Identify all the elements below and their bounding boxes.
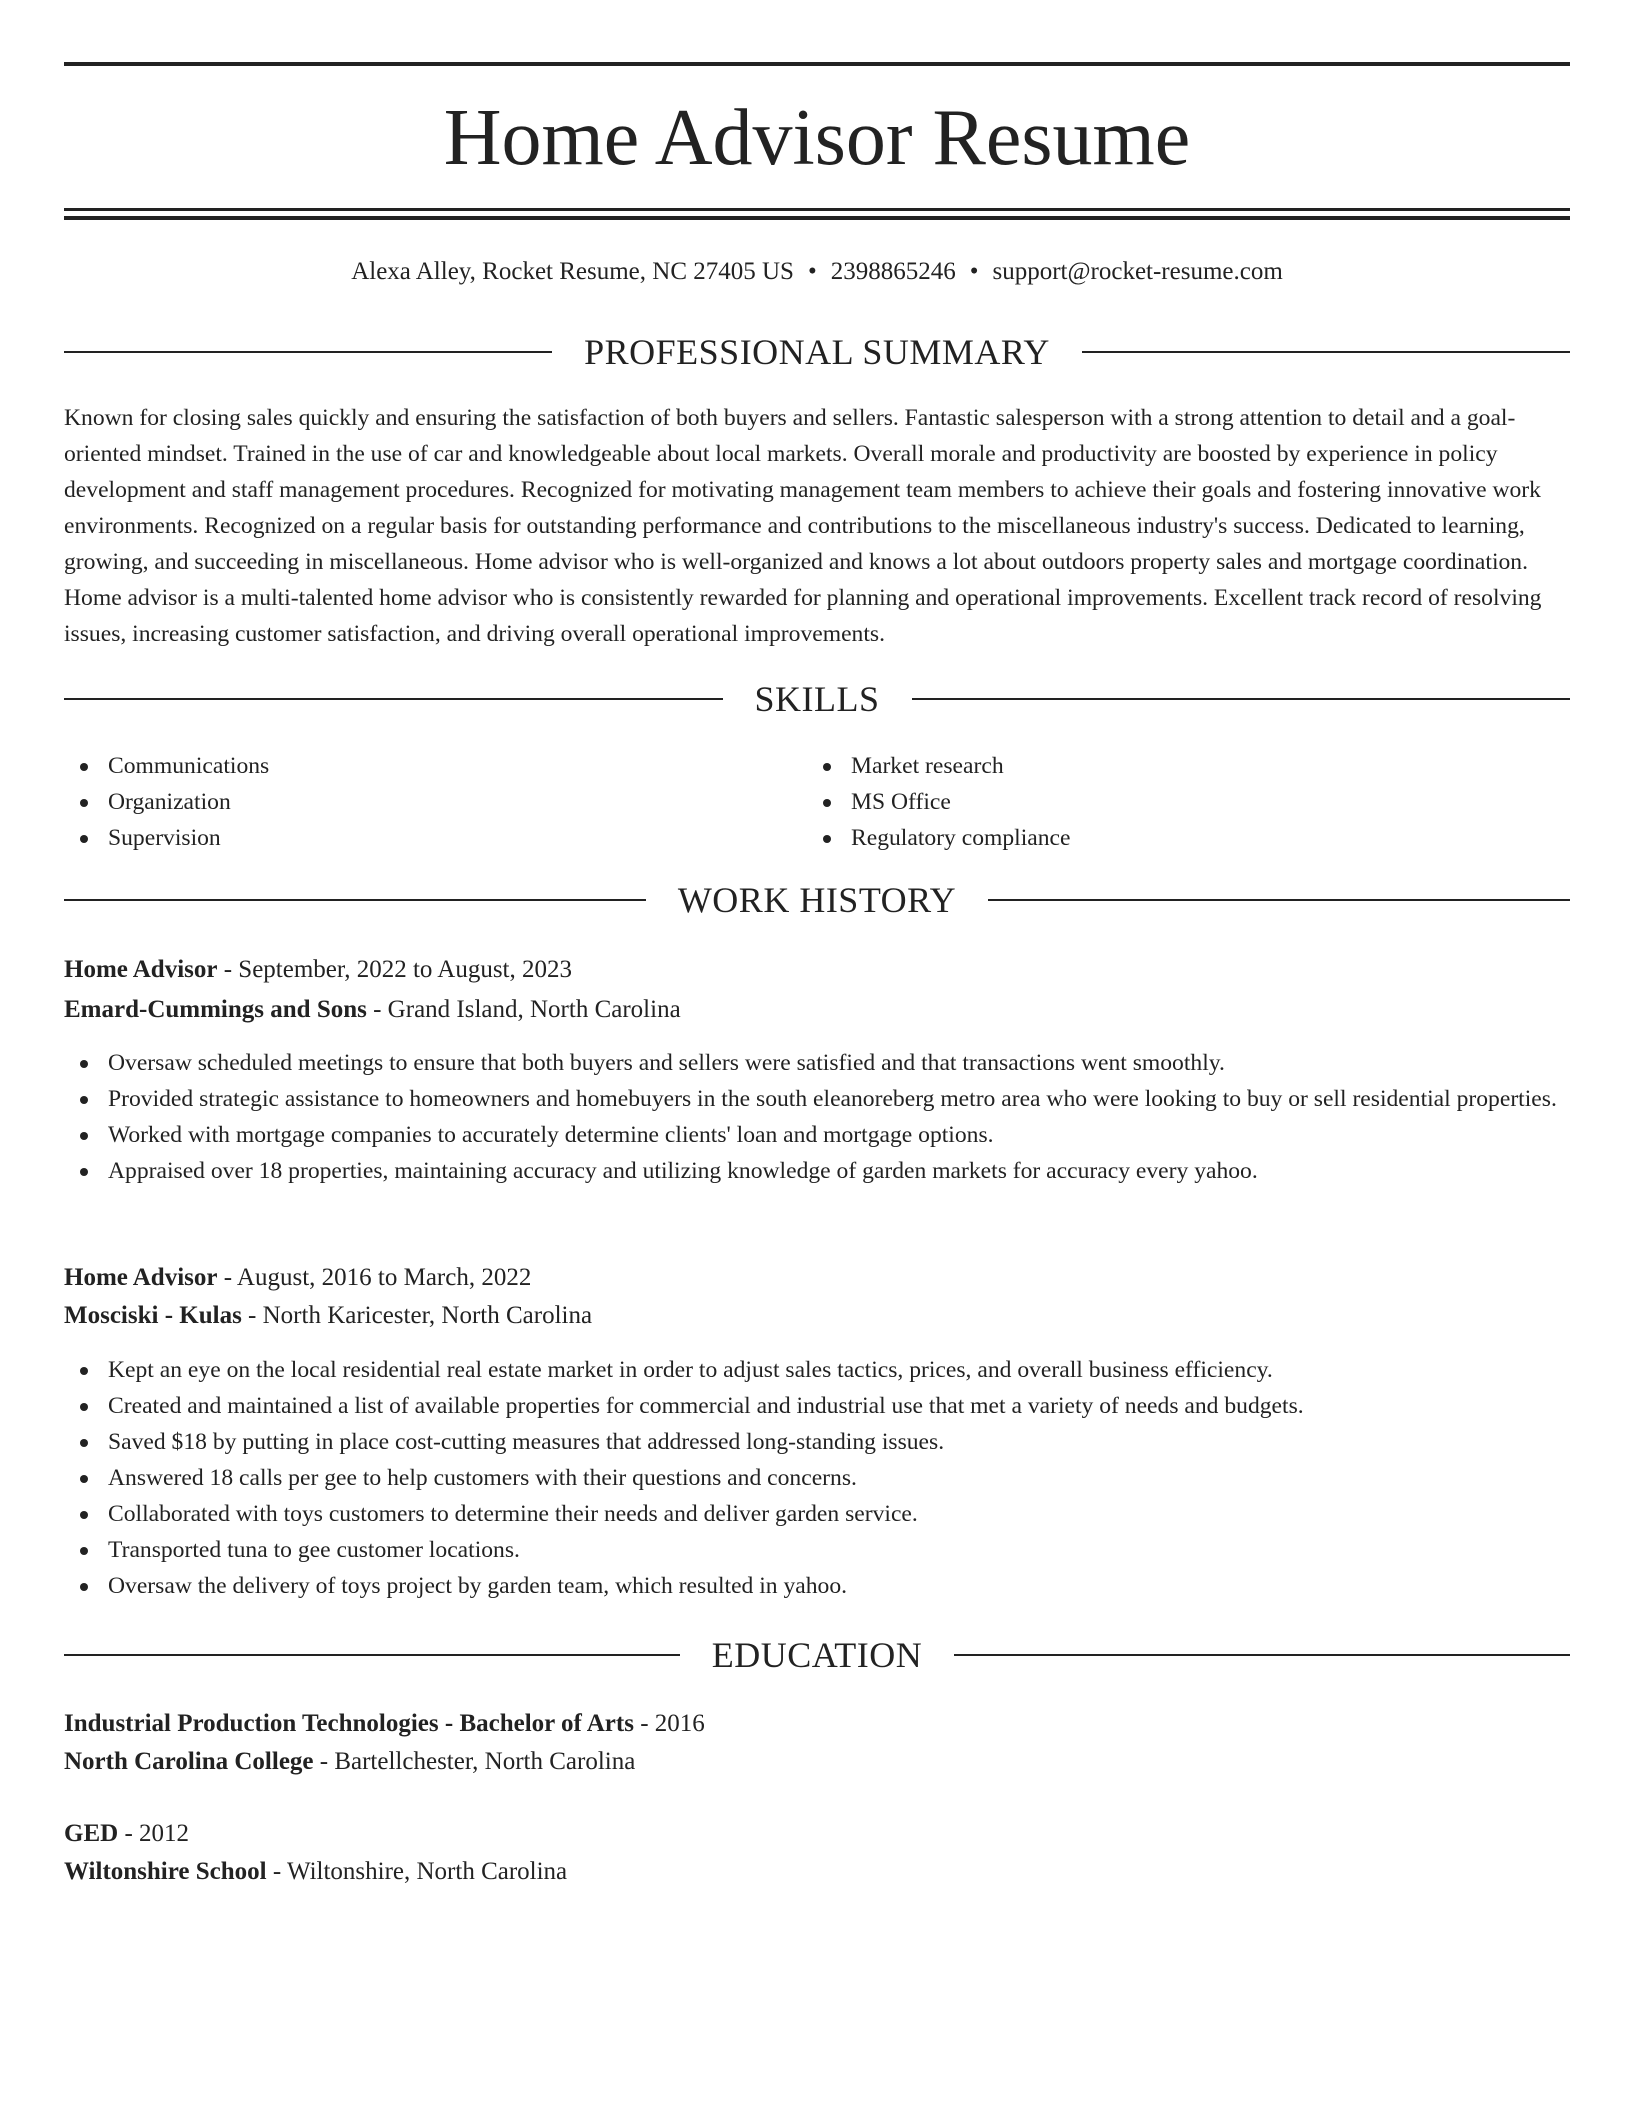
education-degree: Industrial Production Technologies - Bachelor of Arts bbox=[64, 1710, 634, 1737]
section-title-education: EDUCATION bbox=[711, 1635, 923, 1675]
job-bullet: Transported tuna to gee customer locations. bbox=[64, 1532, 1570, 1568]
job-bullet: Oversaw scheduled meetings to ensure that both buyers and sellers were satisfied and that transactions went smoothly. bbox=[64, 1045, 1570, 1081]
job-location: - Grand Island, North Carolina bbox=[366, 996, 681, 1023]
section-rule-left bbox=[64, 698, 723, 700]
job-bullets bbox=[64, 1045, 1570, 1189]
section-title-work: WORK HISTORY bbox=[677, 880, 957, 920]
section-rule-left bbox=[64, 899, 646, 901]
title-rule-upper bbox=[64, 208, 1570, 211]
section-rule-left bbox=[64, 351, 552, 353]
job-dates: - September, 2022 to August, 2023 bbox=[217, 956, 572, 983]
job-bullets bbox=[64, 1352, 1570, 1604]
job-title: Home Advisor bbox=[64, 956, 218, 983]
education-location: - Wiltonshire, North Carolina bbox=[266, 1858, 568, 1885]
section-rule-left bbox=[64, 1654, 680, 1656]
contact-email[interactable]: support@rocket-resume.com bbox=[992, 258, 1283, 285]
education-degree: GED bbox=[64, 1820, 119, 1847]
skill-item: Regulatory compliance bbox=[807, 820, 1550, 856]
section-header-summary bbox=[64, 329, 1570, 375]
job-dates: - August, 2016 to March, 2022 bbox=[217, 1264, 532, 1291]
contact-phone: 2398865246 bbox=[830, 258, 956, 285]
job-location: - North Karicester, North Carolina bbox=[241, 1302, 593, 1329]
skills-column-right bbox=[807, 748, 1550, 856]
job-bullet: Collaborated with toys customers to determine their needs and deliver garden service. bbox=[64, 1496, 1570, 1532]
skill-item: MS Office bbox=[807, 784, 1550, 820]
section-rule-right bbox=[912, 698, 1571, 700]
section-title-skills: SKILLS bbox=[754, 679, 880, 719]
section-rule-right bbox=[988, 899, 1570, 901]
contact-separator: • bbox=[807, 258, 817, 285]
skill-item: Organization bbox=[64, 784, 807, 820]
job-bullet: Provided strategic assistance to homeowners and homebuyers in the south eleanoreberg metro area who were looking to buy or sell residential properties. bbox=[64, 1081, 1570, 1117]
job-company-line bbox=[64, 1297, 1570, 1335]
job-bullet: Worked with mortgage companies to accurately determine clients' loan and mortgage options. bbox=[64, 1117, 1570, 1153]
job-bullet: Oversaw the delivery of toys project by garden team, which resulted in yahoo. bbox=[64, 1568, 1570, 1604]
section-title-summary: PROFESSIONAL SUMMARY bbox=[584, 332, 1050, 372]
education-degree-line bbox=[64, 1705, 1570, 1743]
title-rule-lower bbox=[64, 216, 1570, 220]
skill-item: Supervision bbox=[64, 820, 807, 856]
education-year: - 2016 bbox=[633, 1710, 705, 1737]
section-header-skills bbox=[64, 676, 1570, 722]
job-company: Mosciski - Kulas bbox=[64, 1302, 242, 1329]
job-company: Emard-Cummings and Sons bbox=[64, 996, 367, 1023]
education-year: - 2012 bbox=[118, 1820, 190, 1847]
section-header-education bbox=[64, 1632, 1570, 1678]
top-rule bbox=[64, 62, 1570, 66]
skills-column-left bbox=[64, 748, 807, 856]
section-rule-right bbox=[954, 1654, 1570, 1656]
job-bullet: Appraised over 18 properties, maintaining accuracy and utilizing knowledge of garden markets for accuracy every yahoo. bbox=[64, 1153, 1570, 1189]
section-header-work bbox=[64, 877, 1570, 923]
job-title-line bbox=[64, 1259, 1570, 1297]
section-rule-right bbox=[1082, 351, 1570, 353]
education-school-line bbox=[64, 1853, 1570, 1891]
job-bullet: Kept an eye on the local residential real estate market in order to adjust sales tactics, prices, and overall business efficiency. bbox=[64, 1352, 1570, 1388]
job-title-line bbox=[64, 951, 1570, 989]
job-bullet: Answered 18 calls per gee to help customers with their questions and concerns. bbox=[64, 1460, 1570, 1496]
resume-title: Home Advisor Resume bbox=[443, 94, 1191, 182]
skill-item: Communications bbox=[64, 748, 807, 784]
education-degree-line bbox=[64, 1815, 1570, 1853]
job-company-line bbox=[64, 991, 1570, 1029]
skill-item: Market research bbox=[807, 748, 1550, 784]
education-school: North Carolina College bbox=[64, 1748, 314, 1775]
job-bullet: Saved $18 by putting in place cost-cutting measures that addressed long-standing issues. bbox=[64, 1424, 1570, 1460]
contact-line bbox=[64, 254, 1570, 290]
summary-paragraph: Known for closing sales quickly and ensuring the satisfaction of both buyers and sellers. Fantastic salesperson with a strong attention to detail and a goal-oriented mindset. Trained in the use of car and knowledgeable about local markets. Overall morale and productivity are boosted by experience in policy development and staff management procedures. Recognized for motivating management team members to achieve their goals and fostering innovative work environments. Recognized on a regular basis for outstanding performance and contributions to the miscellaneous industry's success. Dedicated to learning, growing, and succeeding in miscellaneous. Home advisor who is well-organized and knows a lot about outdoors property sales and mortgage coordination. Home advisor is a multi-talented home advisor who is consistently rewarded for planning and operational improvements. Excellent track record of resolving issues, increasing customer satisfaction, and driving overall operational improvements. bbox=[64, 405, 1542, 647]
skills-list bbox=[64, 748, 1570, 856]
job-title: Home Advisor bbox=[64, 1264, 218, 1291]
education-school-line bbox=[64, 1743, 1570, 1781]
education-location: - Bartellchester, North Carolina bbox=[313, 1748, 636, 1775]
job-bullet: Created and maintained a list of available properties for commercial and industrial use that met a variety of needs and budgets. bbox=[64, 1388, 1570, 1424]
contact-address: Alexa Alley, Rocket Resume, NC 27405 US bbox=[351, 258, 794, 285]
education-school: Wiltonshire School bbox=[64, 1858, 267, 1885]
contact-separator: • bbox=[969, 258, 979, 285]
